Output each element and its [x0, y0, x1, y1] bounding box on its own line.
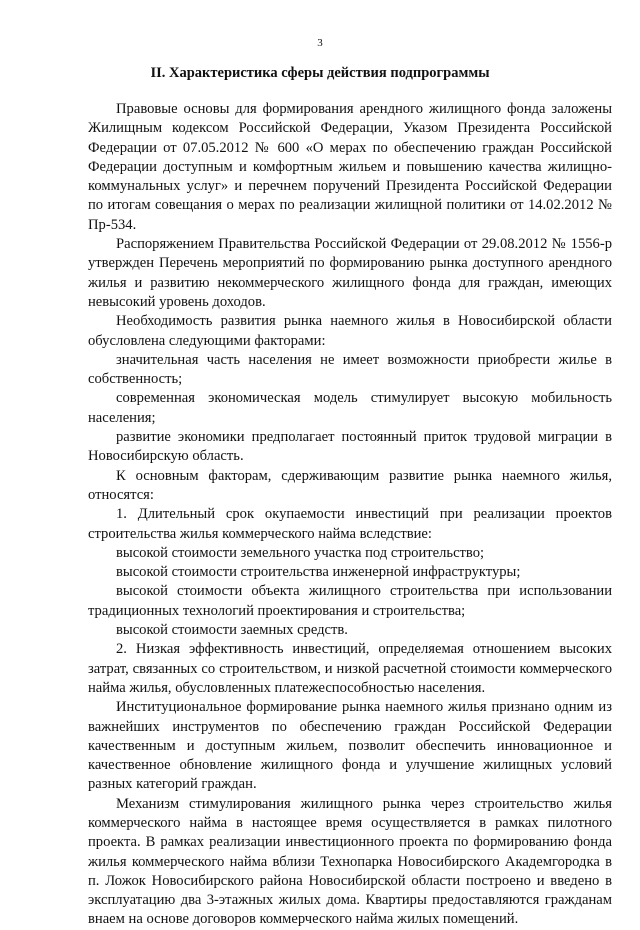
paragraph-pilot-project: Механизм стимулирования жилищного рынка через строительство жилья коммерческого найма в настоящее время осуществляется в рамках пилотного проекта. В рамках реализации инвестиционного проекта по формированию фонда жилья коммерческого найма вблизи Технопарка Новосибирского Академгородка в п. Ложок Новосибирского района Новосибирской области построено и введено в эксплуатацию два 3-этажных жилых дома. Квартиры предоставляются гражданам внаем на основе договоров коммерческого найма жилых помещений.	[88, 795, 612, 928]
paragraph-cost-land: высокой стоимости земельного участка под строительство;	[116, 544, 485, 561]
paragraph-constraint-payback: 1. Длительный срок окупаемости инвестиций при реализации проектов строительства жилья коммерческого найма вследствие:	[88, 506, 612, 542]
page-number: 3	[317, 37, 323, 49]
paragraph-institutional: Институциональное формирование рынка наемного жилья признано одним из важнейших инструментов по обеспечению граждан Российской Федерации качественным и доступным жильем, позволит обеспечить инновационное и качественное обновление жилищного фонда и улучшение жилищных условий разных категорий граждан.	[88, 699, 612, 793]
paragraph-cost-credit: высокой стоимости заемных средств.	[116, 622, 348, 639]
paragraph-legal-basis: Правовые основы для формирования арендного жилищного фонда заложены Жилищным кодексом Российской Федерации, Указом Президента Российской Федерации от 07.05.2012 № 600 «О мерах по обеспечению граждан Российской Федерации доступным и комфортным жильем и повышению качества жилищно-коммунальных услуг» и перечнем поручений Президента Российской Федерации по итогам совещания о мерах по реализации жилищной политики от 14.02.2012 № Пр-534.	[88, 101, 612, 233]
paragraph-necessity: Необходимость развития рынка наемного жилья в Новосибирской области обусловлена следующими факторами:	[88, 313, 612, 349]
paragraph-cost-construction: высокой стоимости объекта жилищного строительства при использовании традиционных технологий проектирования и строительства;	[88, 583, 612, 619]
paragraph-government-order: Распоряжением Правительства Российской Федерации от 29.08.2012 № 1556-р утвержден Перечень мероприятий по формированию рынка доступного арендного жилья и развитию некоммерческого жилищного фонда для граждан, имеющих невысокий уровень доходов.	[88, 236, 612, 310]
paragraph-constraints: К основным факторам, сдерживающим развитие рынка наемного жилья, относятся:	[88, 467, 612, 503]
body-text	[88, 100, 612, 930]
paragraph-cost-infrastructure: высокой стоимости строительства инженерной инфраструктуры;	[116, 564, 521, 581]
paragraph-constraint-efficiency: 2. Низкая эффективность инвестиций, определяемая отношением высоких затрат, связанных со строительством, и низкой расчетной стоимости коммерческого найма жилья, обусловленных платежеспособностью населения.	[88, 641, 612, 696]
paragraph-factor-ownership: значительная часть населения не имеет возможности приобрести жилье в собственность;	[88, 351, 612, 388]
paragraph-factor-mobility: современная экономическая модель стимулирует высокую мобильность населения;	[88, 390, 612, 426]
section-heading: II. Характеристика сферы действия подпрограммы	[150, 65, 490, 81]
paragraph-factor-migration: развитие экономики предполагает постоянный приток трудовой миграции в Новосибирскую область.	[88, 429, 612, 465]
